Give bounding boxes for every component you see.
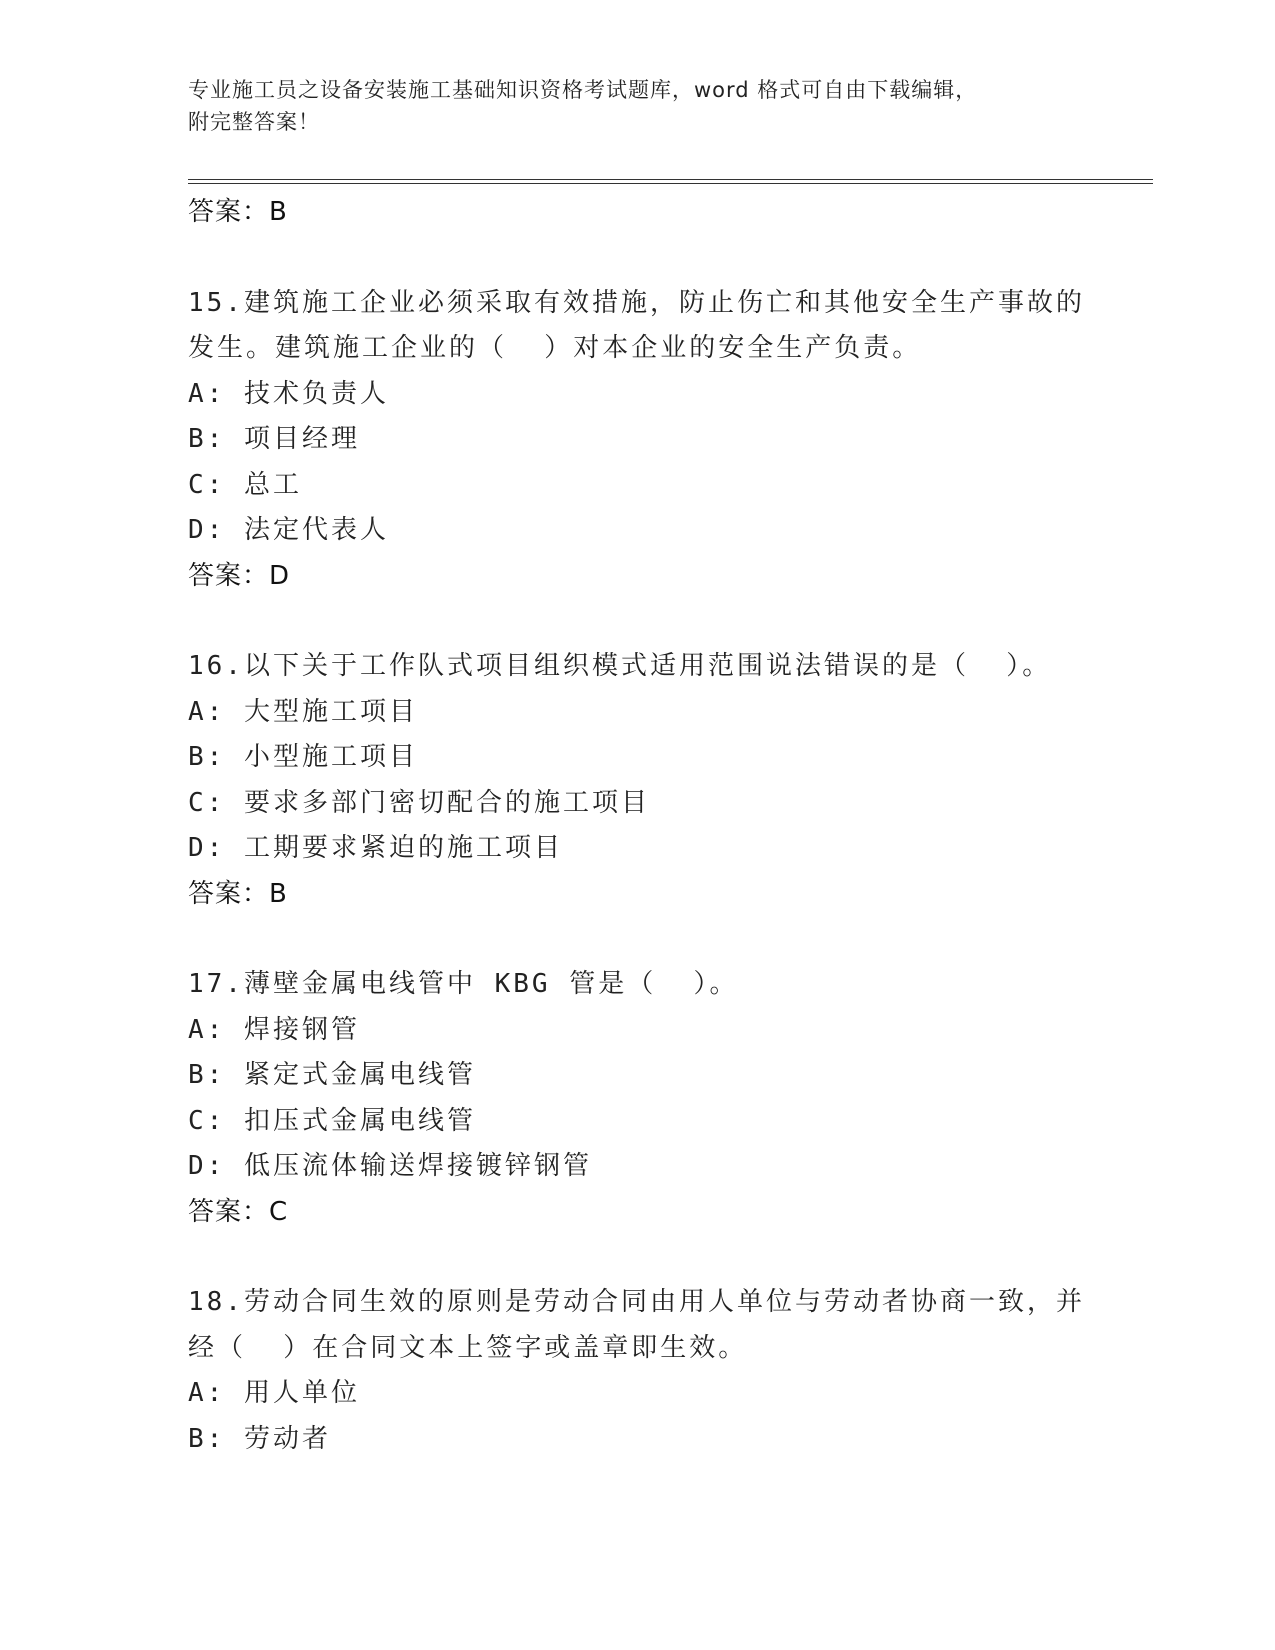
spacer <box>188 1235 1088 1280</box>
header-divider-top <box>188 179 1153 180</box>
question-list <box>188 190 1088 1462</box>
question-15 <box>188 281 1088 600</box>
question-stem-line: 17.薄壁金属电线管中 KBG 管是（ ）。 <box>188 969 739 999</box>
header-divider-bottom <box>188 183 1153 184</box>
question-18 <box>188 1280 1088 1462</box>
question-stem-line: 16.以下关于工作队式项目组织模式适用范围说法错误的是（ ）。 <box>188 651 1052 681</box>
option-a: A: 焊接钢管 <box>188 1014 360 1045</box>
spacer <box>188 599 1088 644</box>
question-17 <box>188 962 1088 1235</box>
header-line-2: 附完整答案！ <box>188 110 320 134</box>
option-c: C: 扣压式金属电线管 <box>188 1105 476 1136</box>
spacer <box>188 236 1088 281</box>
question-stem-line: 经（ ）在合同文本上签字或盖章即生效。 <box>188 1332 748 1363</box>
answer-line: 答案：D <box>188 560 291 591</box>
option-c: C: 要求多部门密切配合的施工项目 <box>188 787 650 818</box>
spacer <box>188 917 1088 962</box>
answer-line: 答案：B <box>188 878 288 909</box>
option-b: B: 紧定式金属电线管 <box>188 1060 476 1090</box>
question-stem-line: 18.劳动合同生效的原则是劳动合同由用人单位与劳动者协商一致，并 <box>188 1287 1085 1317</box>
option-d: D: 工期要求紧迫的施工项目 <box>188 833 563 863</box>
option-a: A: 技术负责人 <box>188 378 389 409</box>
answer-line: 答案：B <box>188 197 288 227</box>
option-b: B: 劳动者 <box>188 1423 331 1454</box>
document-header <box>188 74 1088 138</box>
option-a: A: 用人单位 <box>188 1378 360 1408</box>
header-line-1: 专业施工员之设备安装施工基础知识资格考试题库，word 格式可自由下载编辑， <box>188 78 978 102</box>
option-b: B: 小型施工项目 <box>188 742 418 772</box>
question-stem-line: 发生。建筑施工企业的（ ）对本企业的安全生产负责。 <box>188 333 922 363</box>
option-b: B: 项目经理 <box>188 424 360 454</box>
question-16 <box>188 644 1088 917</box>
option-a: A: 大型施工项目 <box>188 696 418 727</box>
option-d: D: 低压流体输送焊接镀锌钢管 <box>188 1151 592 1181</box>
option-d: D: 法定代表人 <box>188 515 389 545</box>
option-c: C: 总工 <box>188 469 302 500</box>
answer-line: 答案：C <box>188 1196 289 1227</box>
question-stem-line: 15.建筑施工企业必须采取有效措施，防止伤亡和其他安全生产事故的 <box>188 287 1085 318</box>
